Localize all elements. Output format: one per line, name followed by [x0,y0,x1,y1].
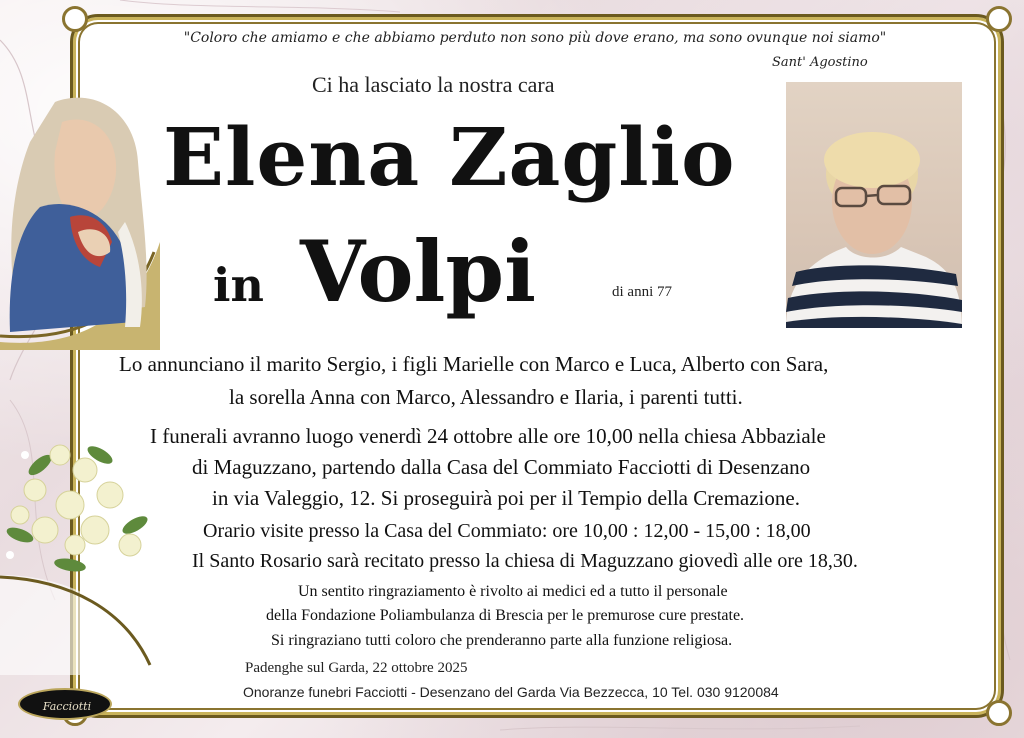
flower-bouquet-image [0,425,165,675]
married-prefix: in [213,258,264,312]
frame-corner-ornament [986,700,1012,726]
place-date: Padenghe sul Garda, 22 ottobre 2025 [245,660,468,676]
quote-text: "Coloro che amiamo e che abbiamo perduto non sono più dove erano, ma sono ovunque noi siamo" [183,30,887,46]
announcement-line: Lo annunciano il marito Sergio, i figli Marielle con Marco e Luca, Alberto con Sara, [119,352,829,376]
logo-text: Facciotti [42,700,92,713]
funeral-line: in via Valeggio, 12. Si proseguirà poi per il Tempio della Cremazione. [212,486,800,510]
announcement-line: la sorella Anna con Marco, Alessandro e Ilaria, i parenti tutti. [229,385,743,409]
thanks-line: della Fondazione Poliambulanza di Brescia per le premurose cure prestate. [266,607,745,624]
facciotti-logo [18,688,112,720]
funeral-line: I funerali avranno luogo venerdì 24 ottobre alle ore 10,00 nella chiesa Abbaziale [150,424,826,448]
portrait-photo [786,82,962,328]
deceased-age: di anni 77 [612,284,672,300]
visiting-hours-line: Orario visite presso la Casa del Commiato: ore 10,00 : 12,00 - 15,00 : 18,00 [203,520,811,542]
frame-corner-ornament [62,6,88,32]
deceased-name: Elena Zaglio [163,110,736,204]
frame-corner-ornament [986,6,1012,32]
thanks-line: Un sentito ringraziamento è rivolto ai medici ed a tutto il personale [298,583,728,600]
married-surname: Volpi [300,222,537,321]
funeral-line: di Maguzzano, partendo dalla Casa del Commiato Facciotti di Desenzano [192,455,811,479]
rosary-line: Il Santo Rosario sarà recitato presso la chiesa di Maguzzano giovedì alle ore 18,30. [192,550,858,572]
intro-line: Ci ha lasciato la nostra cara [312,72,555,97]
funeral-home-footer: Onoranze funebri Facciotti - Desenzano del Garda Via Bezzecca, 10 Tel. 030 9120084 [243,684,779,700]
madonna-image [0,92,160,350]
thanks-line: Si ringraziano tutti coloro che prenderanno parte alla funzione religiosa. [271,632,733,649]
quote-author: Sant' Agostino [772,55,868,70]
